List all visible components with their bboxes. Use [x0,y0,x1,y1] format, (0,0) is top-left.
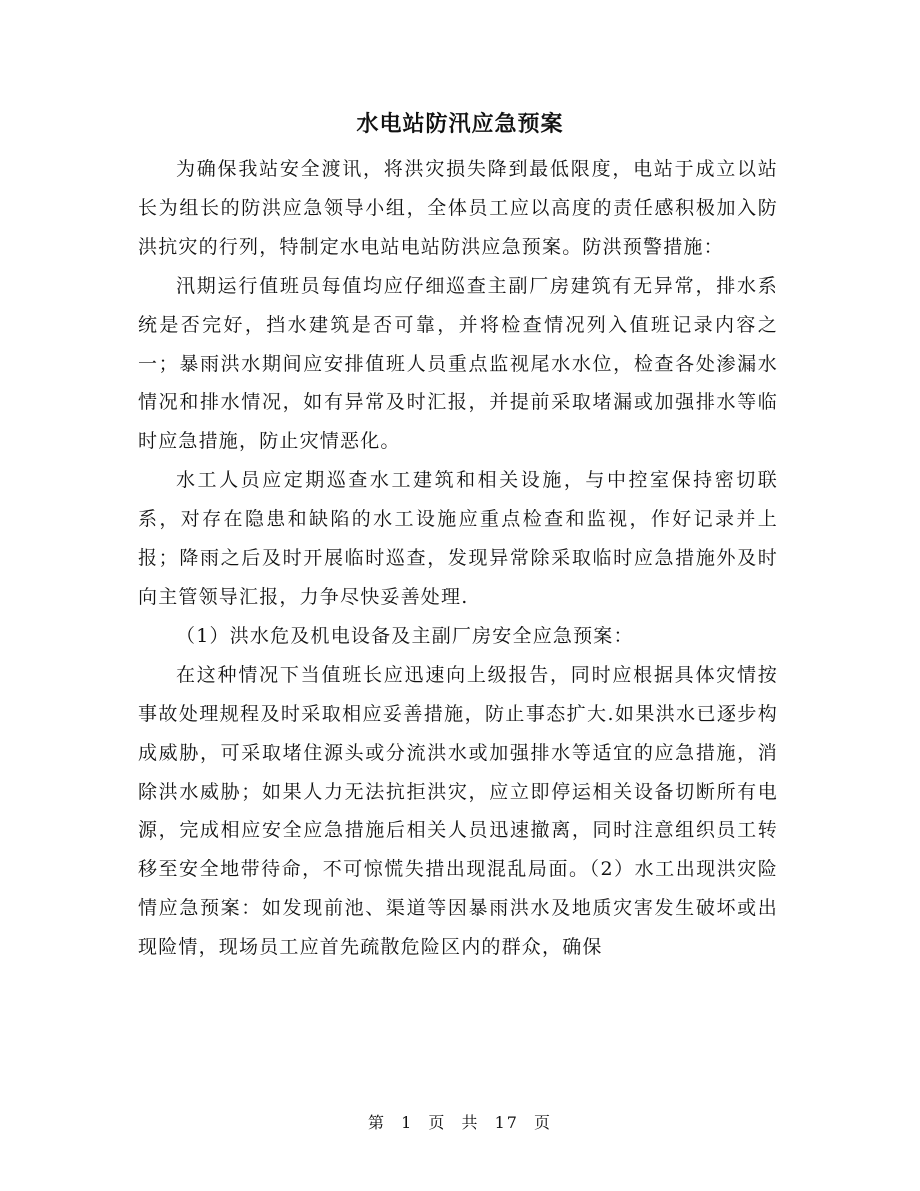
footer-page-word: 页 [428,1113,447,1132]
paragraph-intro: 为确保我站安全渡讯，将洪灾损失降到最低限度，电站于成立以站长为组长的防洪应急领导小组，全体员工应以高度的责任感积极加入防洪抗灾的行列，特制定水电站电站防洪应急预案。防洪预警措施： [138,158,778,258]
footer-total-word: 共 [461,1113,480,1132]
paragraph-section-1-heading: （1）洪水危及机电设备及主副厂房安全应急预案： [176,624,634,647]
footer-suffix: 页 [534,1113,553,1132]
document-title: 水电站防汛应急预案 [356,111,564,137]
document-body [138,150,778,967]
paragraph-hydraulic-staff: 水工人员应定期巡查水工建筑和相关设施，与中控室保持密切联系，对存在隐患和缺陷的水工设施应重点检查和监视，作好记录并上报；降雨之后及时开展临时巡查，发现异常除采取临时应急措施外及时向主管领导汇报，力争尽快妥善处理. [138,469,778,608]
paragraph-section-1-body: 在这种情况下当值班长应迅速向上级报告，同时应根据具体灾情按事故处理规程及时采取相应妥善措施，防止事态扩大.如果洪水已逐步构成威胁，可采取堵住源头或分流洪水或加强排水等适宜的应急措施，消除洪水威胁；如果人力无法抗拒洪灾，应立即停运相关设备切断所有电源，完成相应安全应急措施后相关人员迅速撤离，同时注意组织员工转移至安全地带待命，不可惊慌失措出现混乱局面。（2）水工出现洪灾险情应急预案：如发现前池、渠道等因暴雨洪水及地质灾害发生破坏或出现险情，现场员工应首先疏散危险区内的群众，确保 [138,663,778,959]
footer-prefix: 第 [367,1113,386,1132]
paragraph-flood-season-patrol: 汛期运行值班员每值均应仔细巡查主副厂房建筑有无异常，排水系统是否完好，挡水建筑是否可靠，并将检查情况列入值班记录内容之一；暴雨洪水期间应安排值班人员重点监视尾水水位，检查各处渗漏水情况和排水情况，如有异常及时汇报，并提前采取堵漏或加强排水等临时应急措施，防止灾情恶化。 [138,274,778,453]
footer-current-page: 1 [401,1113,414,1132]
page-footer [0,1110,920,1133]
footer-total-pages: 17 [494,1113,519,1132]
